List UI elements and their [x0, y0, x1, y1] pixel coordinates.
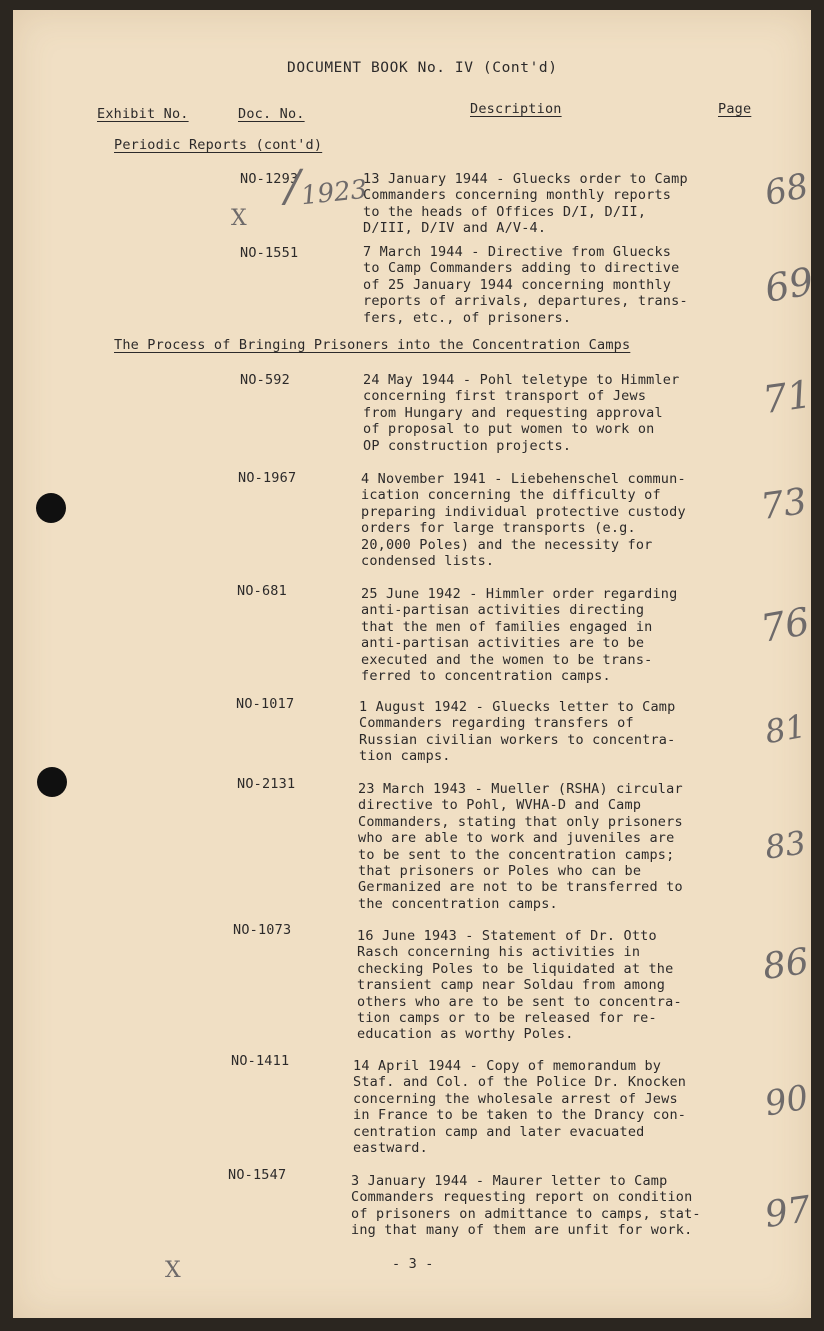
column-header-description: Description: [470, 101, 562, 117]
handwritten-x-mark: X: [231, 206, 247, 231]
doc-number: NO-592: [240, 372, 290, 388]
section-heading-periodic-reports: Periodic Reports (cont'd): [114, 137, 323, 153]
doc-number: NO-1547: [228, 1167, 287, 1183]
column-header-exhibit: Exhibit No.: [97, 106, 189, 122]
section-heading-process: The Process of Bringing Prisoners into the Concentration Camps: [114, 337, 631, 353]
document-title: DOCUMENT BOOK No. IV (Cont'd): [287, 60, 558, 76]
page-footer-number: - 3 -: [392, 1256, 434, 1272]
entry-description: 13 January 1944 - Gluecks order to Camp Commanders concerning monthly reports to the heads of Offices D/I, D/II, D/III, D/IV and A/V-4.: [363, 171, 688, 237]
entry-description: 7 March 1944 - Directive from Gluecks to Camp Commanders adding to directive of 25 January 1944 concerning monthly reports of arrivals, departures, trans- fers, etc., of prisoners.: [363, 244, 688, 326]
punch-hole: [37, 767, 67, 797]
handwritten-number-1923: 1923: [299, 174, 369, 212]
entry-description: 23 March 1943 - Mueller (RSHA) circular directive to Pohl, WVHA-D and Camp Commanders, stating that only prisoners who are able to work and juveniles are to be sent to the concentration camps; that prisoners or Poles who can be Germanized are not to be transferred to the concentration camps.: [358, 781, 683, 912]
page-number-handwritten: 76: [757, 599, 813, 651]
page-number-handwritten: 81: [762, 706, 809, 752]
entry-description: 16 June 1943 - Statement of Dr. Otto Rasch concerning his activities in checking Poles to be liquidated at the transient camp near Soldau from among others who are to be sent to concentra- tion camps or to be released for re- education as worthy Poles.: [357, 928, 682, 1043]
doc-number: NO-1293: [240, 171, 299, 187]
doc-number: NO-681: [237, 583, 287, 599]
page-number-handwritten: 68: [761, 165, 812, 215]
page-number-handwritten: 71: [760, 371, 815, 423]
page-number-handwritten: 90: [761, 1077, 812, 1125]
column-header-page: Page: [718, 101, 752, 117]
doc-number: NO-1411: [231, 1053, 290, 1069]
handwritten-slash: /: [285, 161, 300, 212]
page-number-handwritten: 69: [761, 259, 817, 311]
entry-description: 4 November 1941 - Liebehenschel commun- ication concerning the difficulty of preparing individual protective custody orders for large transports (e.g. 20,000 Poles) and the necessity for condensed lists.: [361, 471, 686, 570]
entry-description: 1 August 1942 - Gluecks letter to Camp Commanders regarding transfers of Russian civilian workers to concentra- tion camps.: [359, 699, 676, 765]
column-header-doc: Doc. No.: [238, 106, 305, 122]
page-number-handwritten: 97: [762, 1189, 814, 1236]
entry-description: 24 May 1944 - Pohl teletype to Himmler concerning first transport of Jews from Hungary and requesting approval of proposal to put women to work on OP construction projects.: [363, 372, 680, 454]
entry-description: 14 April 1944 - Copy of memorandum by Staf. and Col. of the Police Dr. Knocken concerning the wholesale arrest of Jews in France to be taken to the Drancy con- centration camp and later evacuated eastward.: [353, 1058, 687, 1157]
doc-number: NO-1073: [233, 922, 292, 938]
doc-number: NO-1551: [240, 245, 299, 261]
page-number-handwritten: 86: [760, 941, 812, 988]
page-number-handwritten: 73: [758, 481, 810, 528]
entry-description: 25 June 1942 - Himmler order regarding anti-partisan activities directing that the men of families engaged in anti-partisan activities are to be executed and the women to be trans- ferred to concentration camps.: [361, 586, 678, 685]
doc-number: NO-2131: [237, 776, 296, 792]
punch-hole: [36, 493, 66, 523]
page-number-handwritten: 83: [762, 823, 809, 867]
document-page: [13, 10, 817, 1318]
handwritten-x-mark: X: [165, 1258, 181, 1283]
doc-number: NO-1017: [236, 696, 295, 712]
doc-number: NO-1967: [238, 470, 297, 486]
entry-description: 3 January 1944 - Maurer letter to Camp Commanders requesting report on condition of prisoners on admittance to camps, stat- ing that many of them are unfit for work.: [351, 1173, 701, 1239]
